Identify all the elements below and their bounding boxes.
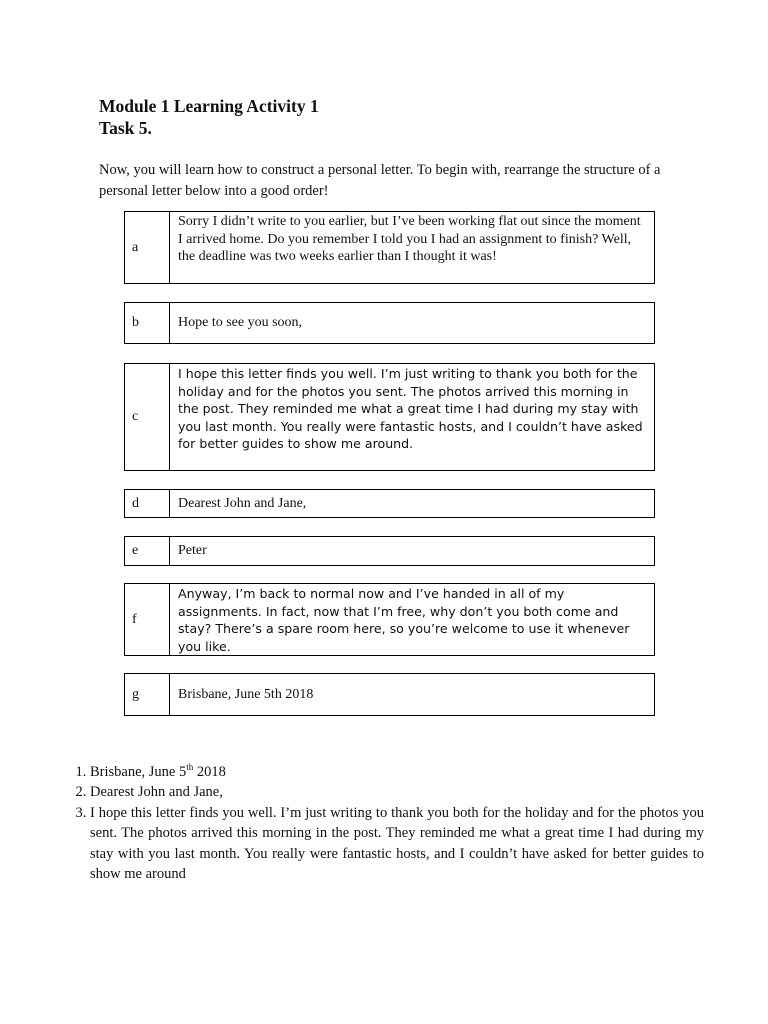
part-text: Sorry I didn’t write to you earlier, but I’ve been working flat out since the moment I arrived home. Do you remember I told you I had an assignment to finish? Well, the deadline was two weeks earlier than I thought it was! (178, 214, 641, 264)
part-text: Peter (178, 543, 207, 559)
letter-part-e (124, 536, 655, 566)
activity-title: Module 1 Learning Activity 1 (99, 96, 319, 116)
letter-part-b (124, 302, 655, 344)
letter-part-d (124, 489, 655, 518)
part-label: d (125, 490, 170, 517)
part-label: b (125, 303, 170, 343)
answer-item: 3. I hope this letter finds you well. I’m just writing to thank you both for the holiday and for the photos you sent. The photos arrived this morning in the post. They reminded me what a great time I had during my stay with you last month. You really were fantastic hosts, and I couldn’t have asked for better guides to show me around (90, 803, 704, 885)
answer-item: 2. Dearest John and Jane, (90, 782, 704, 803)
part-text: I hope this letter finds you well. I’m just writing to thank you both for the holiday and for the photos you sent. The photos arrived this morning in the post. They reminded me what a great time I had during my stay with you last month. You really were fantastic hosts, and I couldn’t have asked for better guides to show me around. (178, 366, 643, 451)
part-label: f (125, 584, 170, 655)
part-text: Brisbane, June 5th 2018 (178, 686, 314, 702)
part-label: e (125, 537, 170, 565)
part-text: Anyway, I’m back to normal now and I’ve handed in all of my assignments. In fact, now that I’m free, why don’t you both come and stay? There’s a spare room here, so you’re welcome to use it whenever you like. (178, 586, 630, 654)
letter-part-f (124, 583, 655, 656)
answer-list (66, 757, 704, 885)
answer-item: 1. Brisbane, June 5th 2018 (90, 757, 704, 782)
letter-part-a (124, 211, 655, 284)
part-label: g (125, 674, 170, 715)
task-title: Task 5. (99, 118, 152, 138)
part-label: c (125, 364, 170, 470)
part-text: Hope to see you soon, (178, 315, 303, 331)
letter-part-c (124, 363, 655, 471)
part-label: a (125, 212, 170, 283)
part-text: Dearest John and Jane, (178, 495, 307, 511)
letter-part-g (124, 673, 655, 716)
instructions: Now, you will learn how to construct a personal letter. To begin with, rearrange the structure of a personal letter below into a good order! (99, 162, 661, 199)
